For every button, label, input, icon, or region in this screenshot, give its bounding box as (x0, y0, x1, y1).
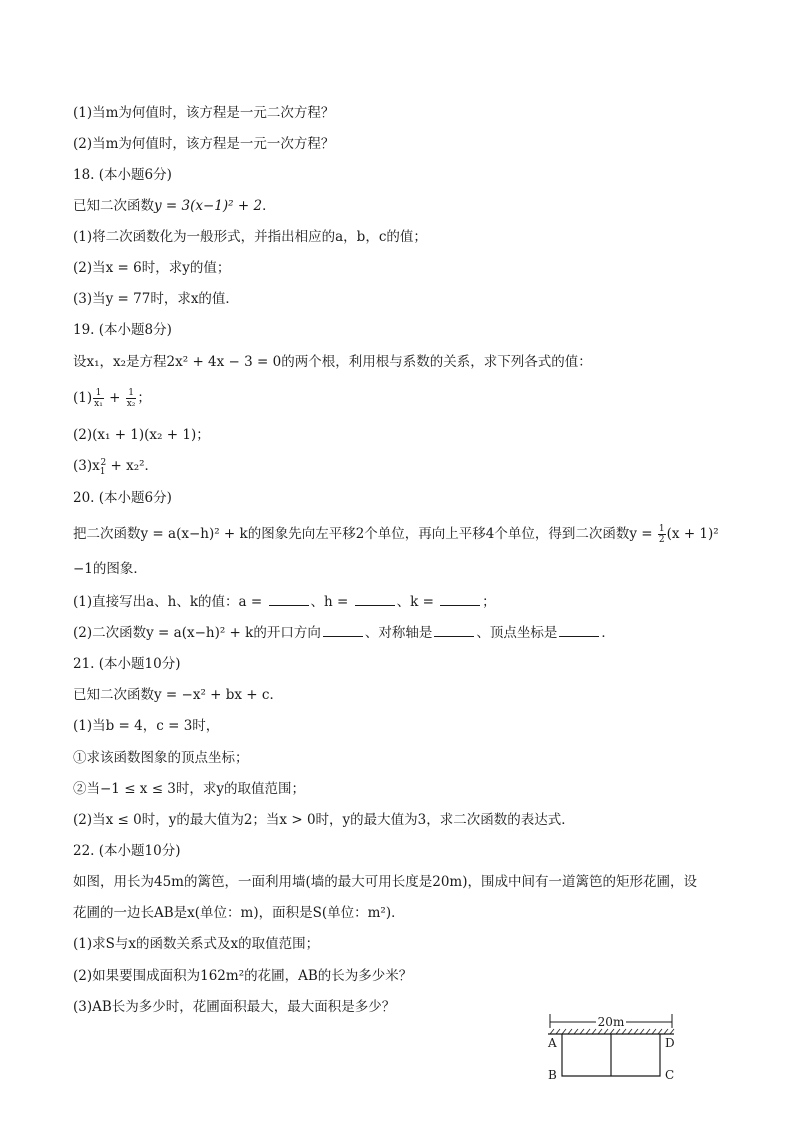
q21-stem: 已知二次函数y = −x² + bx + c． (73, 687, 283, 703)
q19-p3-sub: 1 (99, 466, 106, 477)
q20-frac (658, 524, 666, 545)
q19-frac1-den: x₁ (94, 399, 103, 409)
q20-p2-end: ． (601, 625, 615, 641)
q22-part1: (1)求S与x的函数关系式及x的取值范围； (73, 936, 320, 952)
q20-stem-a: 把二次函数y = a(x−h)² + k的图象先向左平移2个单位，再向上平移4个单位，得到二次函数y = (73, 526, 657, 542)
q22-stem-1: 如图，用长为45m的篱笆，一面利用墙(墙的最大可用长度是20m)，围成中间有一道篱笆的矩形花圃，设 (73, 874, 697, 890)
q18-part3: (3)当y = 77时，求x的值． (73, 291, 239, 307)
point-d-label: D (665, 1036, 675, 1050)
q19-p1-end: ； (137, 390, 151, 406)
q19-p3-sup: 2 (100, 457, 107, 468)
q20-header: 20. (本小题6分) (73, 490, 172, 506)
dimension-label: 20m (597, 1015, 625, 1029)
q17-part2: (2)当m为何值时，该方程是一元一次方程？ (73, 136, 335, 152)
q21-part1-ii: ②当−1 ≤ x ≤ 3时，求y的取值范围； (73, 781, 306, 797)
q20-p1-end: ； (482, 594, 496, 610)
q18-stem (73, 197, 276, 215)
q22-part3: (3)AB长为多少时，花圃面积最大，最大面积是多少？ (73, 999, 396, 1015)
q22-stem-2: 花圃的一边长AB是x(单位：m)，面积是S(单位：m²)． (73, 905, 405, 921)
q19-frac2 (126, 388, 137, 409)
wall-hatching (550, 1029, 674, 1034)
q19-stem: 设x₁，x₂是方程2x² + 4x − 3 = 0的两个根，利用根与系数的关系，求下列各式的值： (73, 354, 592, 370)
q20-p2-axis: 、对称轴是 (364, 625, 433, 641)
q20-stem-b: (x + 1)² (666, 526, 719, 542)
q20-part2 (73, 624, 615, 642)
point-b-label: B (548, 1068, 557, 1082)
q20-p1-h: 、h = (310, 594, 353, 610)
q20-stem-cont: −1的图象． (73, 561, 147, 577)
point-c-label: C (665, 1068, 675, 1082)
q21-part1: (1)当b = 4，c = 3时， (73, 718, 220, 734)
q17-part1: (1)当m为何值时，该方程是一元二次方程？ (73, 105, 335, 121)
q20-p2-label: (2)二次函数y = a(x−h)² + k的开口方向 (73, 625, 321, 641)
q19-part2: (2)(x₁ + 1)(x₂ + 1)； (73, 427, 210, 443)
fence-diagram (540, 1010, 690, 1090)
answer-blank-vertex[interactable] (559, 624, 599, 637)
q22-part2: (2)如果要围成面积为162m²的花圃，AB的长为多少米？ (73, 968, 413, 984)
q20-stem (73, 524, 719, 545)
q21-part1-i: ①求该函数图象的顶点坐标； (73, 750, 249, 766)
q19-frac2-den: x₂ (126, 399, 136, 409)
q19-p1-label: (1) (73, 390, 93, 406)
q18-part1: (1)将二次函数化为一般形式，并指出相应的a，b，c的值； (73, 229, 427, 245)
q20-p1-k: 、k = (396, 594, 439, 610)
q20-p2-vertex: 、顶点坐标是 (476, 625, 558, 641)
q18-stem-text: 已知二次函数 (73, 198, 154, 214)
q19-p1-plus: + (104, 390, 125, 406)
q21-header: 21. (本小题10分) (73, 656, 181, 672)
answer-blank-h[interactable] (355, 593, 395, 606)
q22-header: 22. (本小题10分) (73, 843, 181, 859)
q19-frac1-num: 1 (93, 388, 104, 399)
q21-part2: (2)当x ≤ 0时，y的最大值为2；当x > 0时，y的最大值为3，求二次函数的表达式． (73, 812, 575, 828)
q20-frac-num: 1 (658, 524, 665, 534)
q19-frac1 (93, 388, 104, 409)
q19-header: 19. (本小题8分) (73, 322, 172, 338)
q18-formula: y = 3(x−1)² + 2 (154, 198, 263, 214)
q19-p3-label: (3)x (73, 458, 100, 474)
q19-p3-rest: + x₂²． (106, 458, 159, 474)
q20-part1 (73, 593, 496, 611)
q19-part3 (73, 457, 158, 475)
answer-blank-k[interactable] (440, 593, 480, 606)
point-a-label: A (548, 1036, 557, 1050)
q18-header: 18. (本小题6分) (73, 167, 172, 183)
answer-blank-axis[interactable] (434, 624, 474, 637)
answer-blank-a[interactable] (269, 593, 309, 606)
q19-frac2-num: 1 (126, 388, 137, 399)
q18-end: ． (262, 198, 276, 214)
answer-blank-direction[interactable] (323, 624, 363, 637)
q19-part1 (73, 388, 151, 409)
q18-part2: (2)当x = 6时，求y的值； (73, 260, 231, 276)
q20-frac-den: 2 (658, 535, 665, 545)
q20-p1-label: (1)直接写出a、h、k的值：a = (73, 594, 267, 610)
